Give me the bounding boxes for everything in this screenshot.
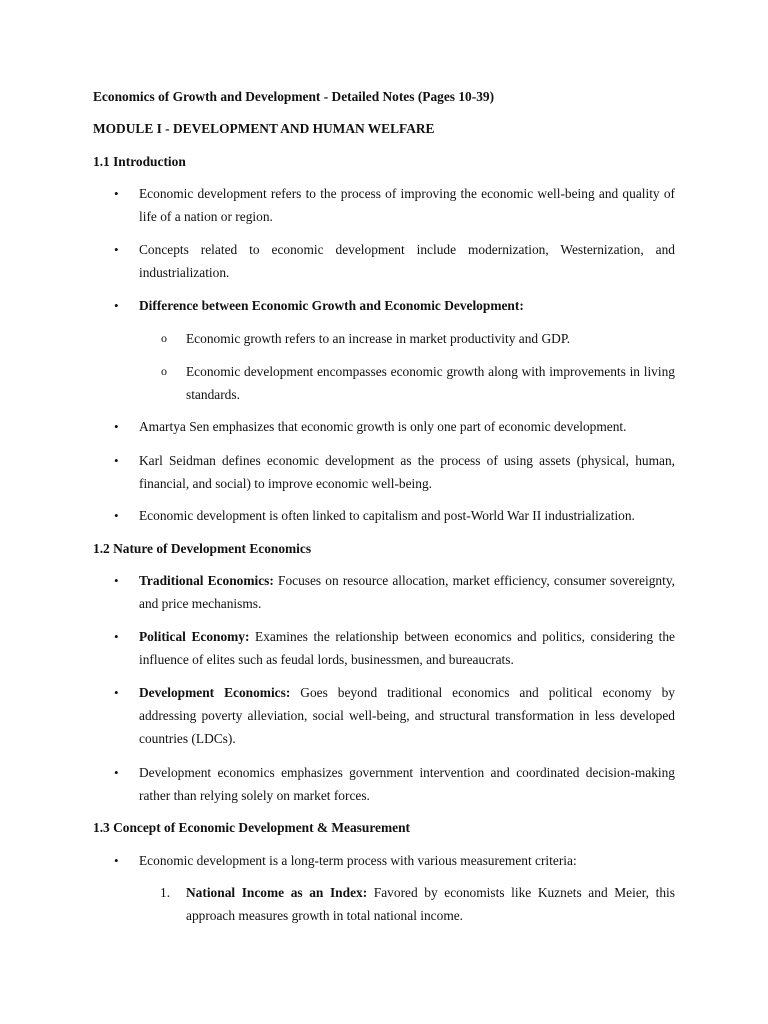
numbered-list-item	[186, 881, 675, 927]
list-item-lead: Traditional Economics:	[139, 573, 274, 588]
list-item-text: Focuses on resource allocation, market efficiency, consumer sovereignty, and price mechanisms.	[139, 573, 676, 612]
list-item: Development economics emphasizes government intervention and coordinated decision-making rather than relying solely on market forces.	[139, 765, 675, 804]
list-item-lead: Development Economics:	[139, 685, 291, 700]
list-item: Economic development is often linked to capitalism and post-World War II industrialization.	[139, 508, 635, 523]
list-item: Economic development refers to the process of improving the economic well-being and quality of life of a nation or region.	[139, 186, 675, 225]
list-item-lead: Political Economy:	[139, 629, 250, 644]
list-item-text: Goes beyond traditional economics and political economy by addressing poverty alleviation, social well-being, and structural transformation in less developed countries (LDCs).	[139, 685, 675, 747]
list-item: Amartya Sen emphasizes that economic growth is only one part of economic development.	[139, 419, 627, 434]
bullet-icon: •	[114, 685, 119, 700]
module-title: MODULE I - DEVELOPMENT AND HUMAN WELFARE	[93, 121, 435, 136]
bullet-icon: •	[114, 573, 119, 588]
bullet-icon: •	[114, 508, 119, 523]
bullet-icon: •	[114, 765, 119, 780]
section-heading-1-1: 1.1 Introduction	[93, 154, 186, 169]
list-item-lead: National Income as an Index:	[186, 885, 368, 900]
list-item: Concepts related to economic development include modernization, Westernization, and industrialization.	[139, 242, 675, 281]
list-item: Karl Seidman defines economic development as the process of using assets (physical, human, financial, and social) to improve economic well-being.	[139, 453, 675, 492]
bullet-icon: •	[114, 853, 119, 868]
sub-list-item: Economic growth refers to an increase in market productivity and GDP.	[186, 331, 571, 346]
list-item	[139, 625, 675, 671]
bullet-icon: •	[114, 419, 119, 434]
list-item	[139, 681, 675, 751]
bullet-icon: •	[114, 298, 119, 313]
bullet-icon: •	[114, 242, 119, 257]
list-item	[139, 569, 675, 615]
list-item-text: Favored by economists like Kuznets and Meier, this approach measures growth in total national income.	[186, 885, 675, 924]
list-item-text: Examines the relationship between economics and politics, considering the influence of elites such as feudal lords, businessmen, and bureaucrats.	[139, 629, 675, 668]
sub-list-item: Economic development encompasses economic growth along with improvements in living standards.	[186, 364, 675, 403]
list-number: 1.	[160, 885, 171, 900]
sub-bullet-icon: o	[161, 331, 167, 345]
section-heading-1-3: 1.3 Concept of Economic Development & Measurement	[93, 820, 410, 835]
bullet-icon: •	[114, 186, 119, 201]
bullet-icon: •	[114, 453, 119, 468]
bullet-icon: •	[114, 629, 119, 644]
list-item: Economic development is a long-term process with various measurement criteria:	[139, 853, 577, 868]
list-item-lead: Difference between Economic Growth and Economic Development:	[139, 298, 524, 313]
section-heading-1-2: 1.2 Nature of Development Economics	[93, 541, 312, 556]
sub-bullet-icon: o	[161, 364, 167, 378]
document-title: Economics of Growth and Development - Detailed Notes (Pages 10-39)	[93, 89, 495, 104]
